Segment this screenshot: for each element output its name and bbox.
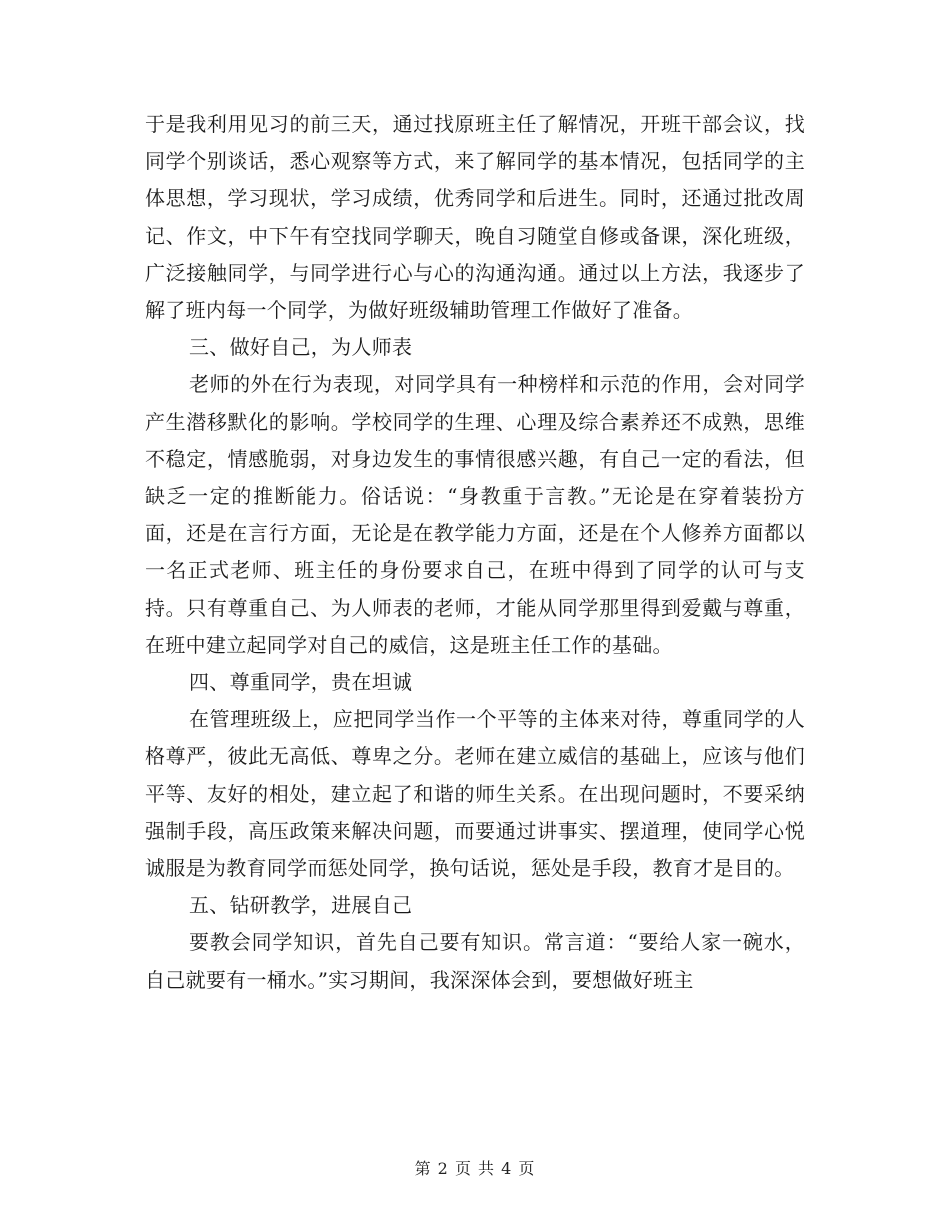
page-number: 第 2 页 共 4 页 [414,1159,536,1178]
paragraph-1: 于是我利用见习的前三天，通过找原班主任了解情况，开班干部会议，找同学个别谈话，悉心观察等方式，来了解同学的基本情况，包括同学的主体思想，学习现状，学习成绩，优秀同学和后进生。同时，还通过批改周记、作文，中下午有空找同学聊天，晚自习随堂自修或备课，深化班级，广泛接触同学，与同学进行心与心的沟通沟通。通过以上方法，我逐步了解了班内每一个同学，为做好班级辅助管理工作做好了准备。 [145,112,805,323]
section-heading-5: 五、钻研教学，进展自己 [189,893,413,918]
paragraph-2: 老师的外在行为表现，对同学具有一种榜样和示范的作用，会对同学产生潜移默化的影响。学校同学的生理、心理及综合素养还不成熟，思维不稳定，情感脆弱，对身边发生的事情很感兴趣，有自己一定的看法，但缺乏一定的推断能力。俗话说：“身教重于言教。”无论是在穿着装扮方面，还是在言行方面，无论是在教学能力方面，还是在个人修养方面都以一名正式老师、班主任的身份要求自己，在班中得到了同学的认可与支持。只有尊重自己、为人师表的老师，才能从同学那里得到爱戴与尊重，在班中建立起同学对自己的威信，这是班主任工作的基础。 [145,372,805,657]
section-heading-4: 四、尊重同学，贵在坦诚 [189,670,413,695]
paragraph-4: 要教会同学知识，首先自己要有知识。常言道：“要给人家一碗水，自己就要有一桶水。”实习期间，我深深体会到，要想做好班主 [145,930,805,992]
section-heading-3: 三、做好自己，为人师表 [189,335,413,360]
page-footer [0,1156,950,1179]
document-body [145,106,805,999]
paragraph-3: 在管理班级上，应把同学当作一个平等的主体来对待，尊重同学的人格尊严，彼此无高低、尊卑之分。老师在建立威信的基础上，应该与他们平等、友好的相处，建立起了和谐的师生关系。在出现问题时，不要采纳强制手段，高压政策来解决问题，而要通过讲事实、摆道理，使同学心悦诚服是为教育同学而惩处同学，换句话说，惩处是手段，教育才是目的。 [145,707,805,881]
